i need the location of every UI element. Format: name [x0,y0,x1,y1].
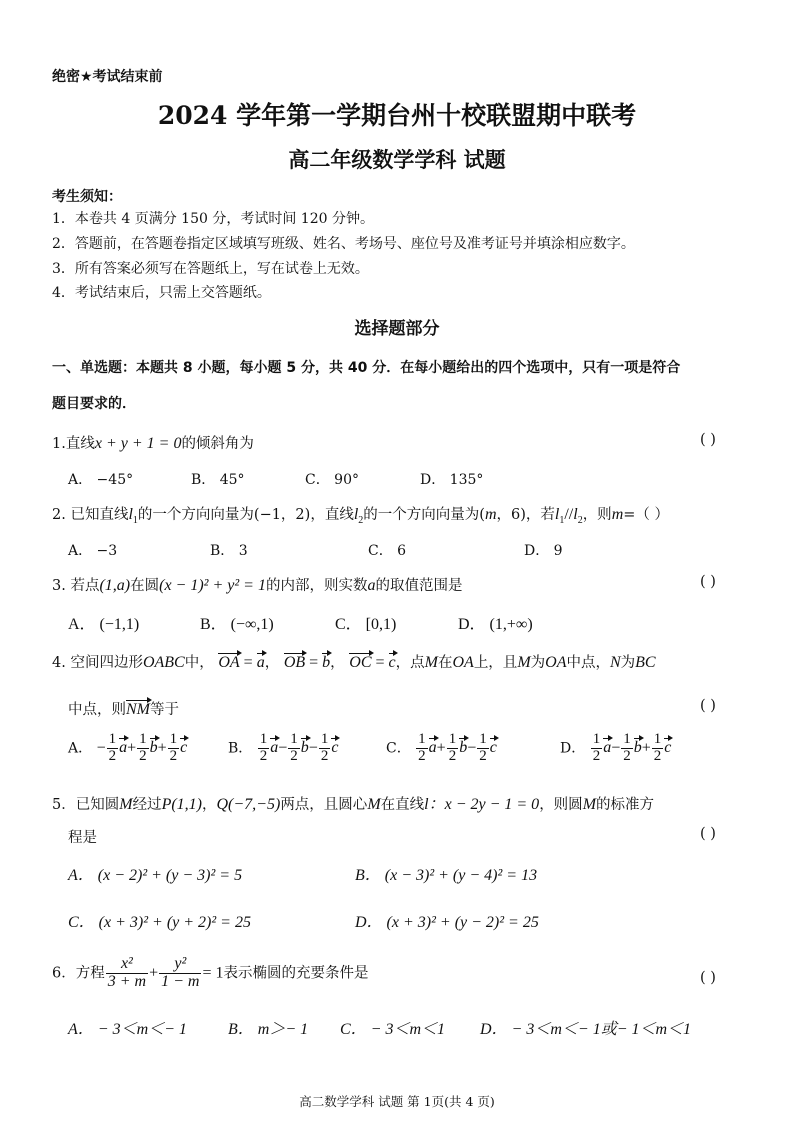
confidential-label: 绝密★考试结束前 [52,69,163,85]
option-a: A． (x − 2)² + (y − 3)² = 5 [68,867,243,884]
option-a: A． (−1,1) [68,616,140,633]
option-b: B． (−∞,1) [200,616,274,633]
section-title: 选择题部分 [354,319,440,339]
option-c: C． 6 [368,543,407,559]
option-b: B． (x − 3)² + (y − 4)² = 13 [355,867,538,884]
option-d: D． 9 [524,543,563,559]
question-5: 5．已知圆M经过P(1,1)，Q(−7,−5)两点，且圆心M在直线l：x − 2y − 1 = 0，则圆M的标准方 [52,796,655,813]
option-b: B． $\frac{1}{2}$ a− $\frac{1}{2}$ b− $\frac{1}{2}$ c [228,731,339,764]
page-footer: 高二数学学科 试题 第 1页(共 4 页) [299,1094,495,1109]
option-a: A． −3 [68,543,118,559]
answer-blank: ( ) [700,826,716,842]
answer-blank: ( ) [700,574,716,590]
answer-blank: ( ) [700,432,716,448]
option-c: C． [0,1) [335,616,397,633]
option-d: D． − 3＜m＜− 1或− 1＜m＜1 [480,1021,692,1038]
notice-item: 4．考试结束后，只需上交答题纸。 [52,285,271,301]
notice-heading: 考生须知： [52,189,122,205]
notice-item: 1．本卷共 4 页满分 150 分，考试时间 120 分钟。 [52,211,374,227]
question-5-cont: 程是 [68,830,97,846]
option-a: A． − 3＜m＜− 1 [68,1021,187,1038]
option-d: D． $\frac{1}{2}$ a− $\frac{1}{2}$ b+ $\frac{1}{2}$ c [560,731,672,764]
question-1: 1.直线x + y + 1 = 0的倾斜角为 [52,435,254,452]
option-c: C． 90° [305,472,359,488]
option-d: D． 135° [420,472,484,488]
notice-item: 2．答题前，在答题卷指定区域填写班级、姓名、考场号、座位号及准考证号并填涂相应数字。 [52,236,635,252]
answer-blank: ( ) [700,698,716,714]
option-b: B． 45° [191,472,245,488]
question-3: 3. 若点(1,a)在圆(x − 1)² + y² = 1的内部，则实数a的取值范围是 [52,577,463,594]
option-b: B． 3 [210,543,248,559]
notice-item: 3．所有答案必须写在答题纸上，写在试卷上无效。 [52,261,369,277]
exam-title: 2024 学年第一学期台州十校联盟期中联考 [157,101,637,130]
option-a: A． − $\frac{1}{2}$ a+ $\frac{1}{2}$ b+ $\frac{1}{2}$ c [68,731,188,764]
question-2: 2. 已知直线$l_1$的一个方向向量为(−1，2)，直线$l_2$的一个方向向量为(m，6)，若$l_1//l_2$，则m=（ ） [52,506,670,526]
option-c: C． (x + 3)² + (y + 2)² = 25 [68,914,251,931]
question-4-cont: 中点，则NM等于 [68,701,179,718]
exam-subtitle: 高二年级数学学科 试题 [288,147,506,172]
option-d: D． (1,+∞) [458,616,533,633]
option-b: B． m＞− 1 [228,1021,309,1038]
option-d: D． (x + 3)² + (y − 2)² = 25 [355,914,539,931]
answer-blank: ( ) [700,970,716,986]
part-heading-cont: 题目要求的． [52,396,136,412]
option-c: C． $\frac{1}{2}$ a+ $\frac{1}{2}$ b− $\frac{1}{2}$ c [386,731,497,764]
question-6: 6．方程 $\frac{\text{x²}}{3 + m}$ + $\frac{\text{y²}}{1 - m}$ = 1表示椭圆的充要条件是 [52,955,369,990]
question-4: 4. 空间四边形OABC中， OA = a， OB = b， OC = c，点M在OA上，且M为OA中点，N为BC [52,654,656,671]
part-heading: 一、单选题：本题共 8 小题，每小题 5 分，共 40 分．在每小题给出的四个选项中，只有一项是符合 [52,360,681,376]
option-a: A． −45° [68,472,134,488]
option-c: C． − 3＜m＜1 [340,1021,446,1038]
